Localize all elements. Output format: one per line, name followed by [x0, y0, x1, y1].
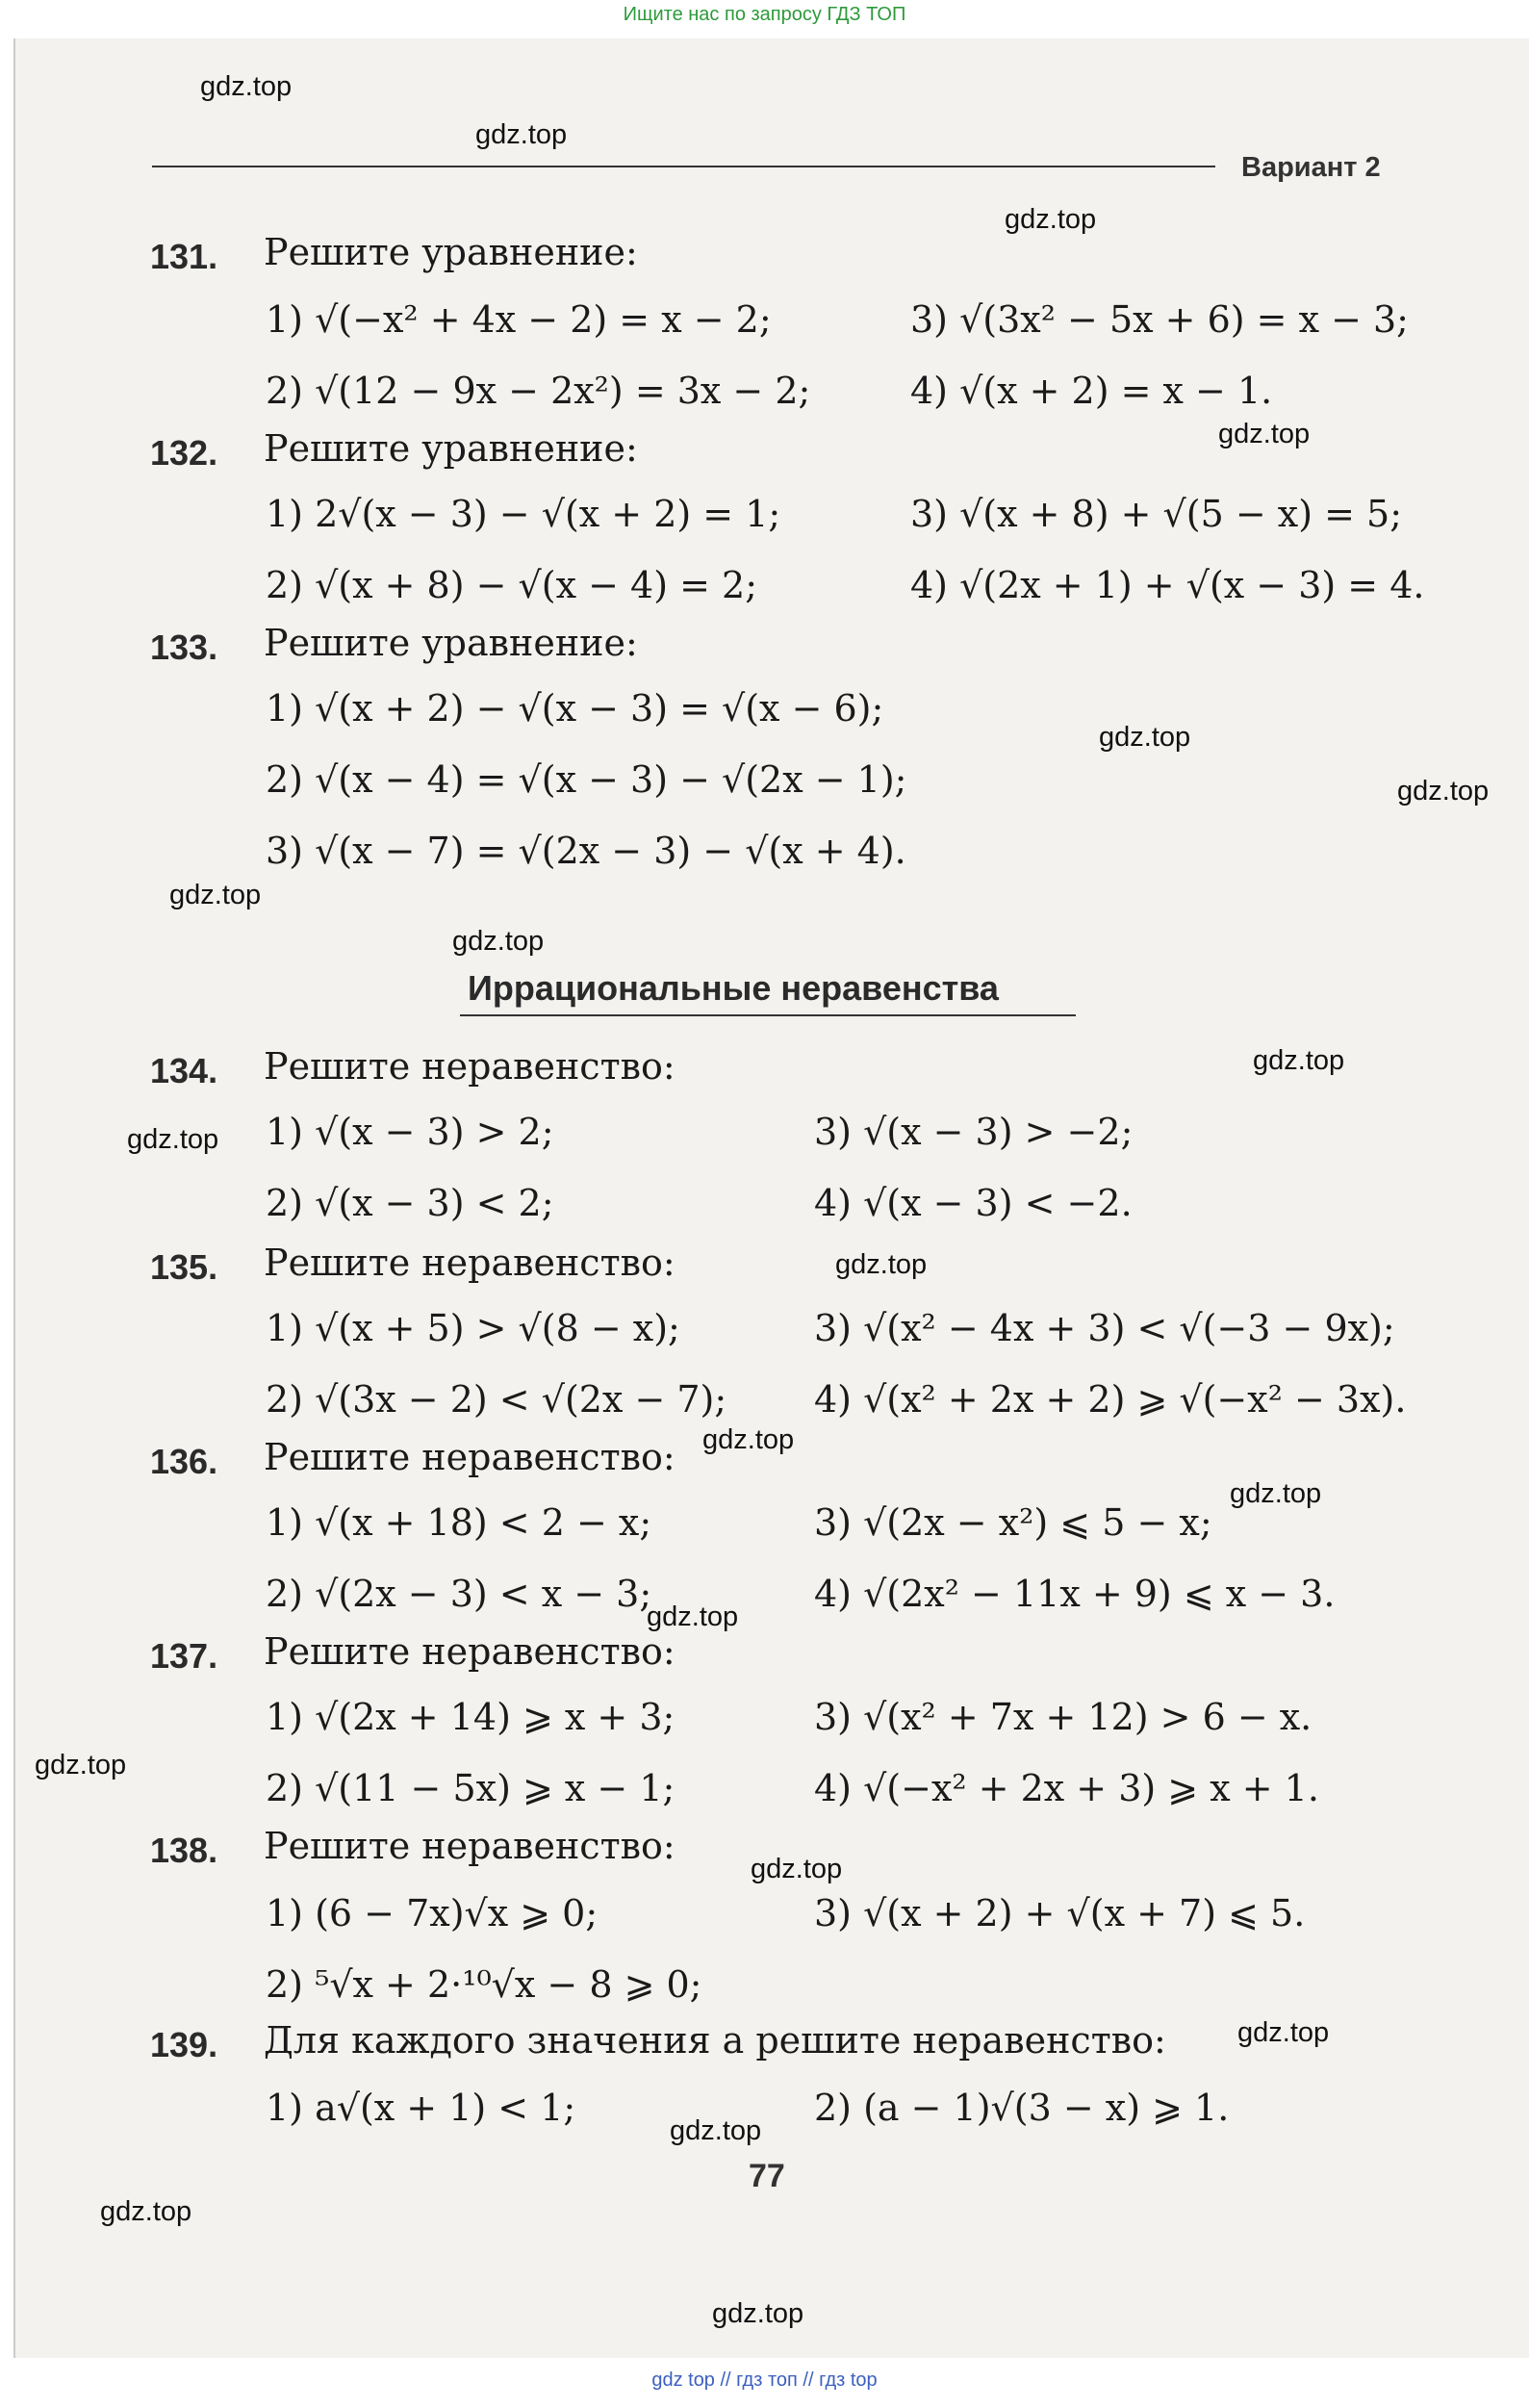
- watermark: gdz.top: [670, 2115, 762, 2146]
- exercise-item: 3) √(3x² − 5x + 6) = x − 3;: [910, 298, 1409, 341]
- variant-label: Вариант 2: [1241, 152, 1381, 183]
- exercise-item: 4) √(x² + 2x + 2) ⩾ √(−x² − 3x).: [814, 1378, 1407, 1421]
- exercise-item: 4) √(2x + 1) + √(x − 3) = 4.: [910, 564, 1425, 606]
- watermark: gdz.top: [1230, 1478, 1322, 1509]
- task-prompt: Решите неравенство:: [264, 1242, 675, 1284]
- watermark: gdz.top: [35, 1750, 127, 1780]
- exercise-item: 1) √(x + 2) − √(x − 3) = √(x − 6);: [266, 687, 884, 730]
- task-prompt: Решите неравенство:: [264, 1045, 675, 1088]
- watermark: gdz.top: [647, 1601, 739, 1632]
- exercise-item: 3) √(x² − 4x + 3) < √(−3 − 9x);: [814, 1307, 1395, 1349]
- watermark: gdz.top: [1099, 722, 1191, 753]
- exercise-item: 3) √(x − 7) = √(2x − 3) − √(x + 4).: [266, 830, 906, 872]
- exercise-item: 3) √(x + 2) + √(x + 7) ⩽ 5.: [814, 1892, 1306, 1934]
- exercise-item: 2) √(12 − 9x − 2x²) = 3x − 2;: [266, 370, 811, 412]
- task-prompt: Решите неравенство:: [264, 1436, 675, 1478]
- task-prompt: Решите неравенство:: [264, 1825, 675, 1867]
- exercise-item: 3) √(x − 3) > −2;: [814, 1111, 1134, 1153]
- exercise-item: 4) √(x + 2) = x − 1.: [910, 370, 1273, 412]
- watermark: gdz.top: [835, 1249, 928, 1280]
- watermark: gdz.top: [127, 1124, 219, 1155]
- exercise-item: 1) √(x − 3) > 2;: [266, 1111, 554, 1153]
- exercise-item: 1) (6 − 7x)√x ⩾ 0;: [266, 1892, 599, 1934]
- exercise-item: 2) √(x + 8) − √(x − 4) = 2;: [266, 564, 757, 606]
- exercise-item: 3) √(2x − x²) ⩽ 5 − x;: [814, 1501, 1212, 1544]
- task-prompt: Решите уравнение:: [264, 231, 638, 273]
- exercise-item: 4) √(2x² − 11x + 9) ⩽ x − 3.: [814, 1573, 1336, 1615]
- section-underline: [460, 1014, 1076, 1016]
- watermark: gdz.top: [475, 119, 568, 150]
- task-number: 133.: [150, 628, 218, 667]
- exercise-item: 4) √(x − 3) < −2.: [814, 1182, 1133, 1224]
- exercise-item: 3) √(x² + 7x + 12) > 6 − x.: [814, 1696, 1312, 1738]
- exercise-item: 4) √(−x² + 2x + 3) ⩾ x + 1.: [814, 1767, 1319, 1809]
- exercise-item: 2) (a − 1)√(3 − x) ⩾ 1.: [814, 2087, 1230, 2129]
- watermark: gdz.top: [100, 2196, 192, 2227]
- task-number: 132.: [150, 433, 218, 473]
- exercise-item: 1) 2√(x − 3) − √(x + 2) = 1;: [266, 493, 781, 535]
- task-number: 138.: [150, 1831, 218, 1870]
- section-title: Иррациональные неравенства: [468, 968, 999, 1008]
- watermark: gdz.top: [751, 1854, 843, 1884]
- exercise-item: 1) √(−x² + 4x − 2) = x − 2;: [266, 298, 772, 341]
- watermark: gdz.top: [1005, 204, 1097, 235]
- watermark: gdz.top: [169, 880, 262, 910]
- task-number: 134.: [150, 1051, 218, 1090]
- task-prompt: Решите уравнение:: [264, 622, 638, 664]
- exercise-item: 2) √(x − 4) = √(x − 3) − √(2x − 1);: [266, 758, 907, 801]
- header-rule: [152, 166, 1215, 167]
- task-number: 135.: [150, 1247, 218, 1287]
- watermark: gdz.top: [200, 71, 293, 102]
- watermark: gdz.top: [452, 926, 545, 957]
- exercise-item: 1) √(2x + 14) ⩾ x + 3;: [266, 1696, 675, 1738]
- watermark: gdz.top: [1218, 419, 1311, 449]
- exercise-item: 2) √(3x − 2) < √(2x − 7);: [266, 1378, 727, 1421]
- watermark: gdz.top: [1237, 2017, 1330, 2048]
- watermark: gdz.top: [1253, 1045, 1345, 1076]
- exercise-item: 2) √(11 − 5x) ⩾ x − 1;: [266, 1767, 675, 1809]
- watermark: gdz.top: [712, 2298, 804, 2329]
- exercise-item: 2) √(x − 3) < 2;: [266, 1182, 554, 1224]
- exercise-item: 2) √(2x − 3) < x − 3;: [266, 1573, 652, 1615]
- watermark: gdz.top: [1397, 776, 1490, 807]
- exercise-item: 1) √(x + 5) > √(8 − x);: [266, 1307, 680, 1349]
- watermark: gdz.top: [702, 1424, 795, 1455]
- task-prompt: Решите уравнение:: [264, 427, 638, 470]
- page-number: 77: [749, 2158, 785, 2194]
- task-number: 131.: [150, 237, 218, 276]
- task-number: 139.: [150, 2025, 218, 2064]
- exercise-item: 1) a√(x + 1) < 1;: [266, 2087, 576, 2129]
- task-number: 137.: [150, 1636, 218, 1676]
- exercise-item: 2) ⁵√x + 2·¹⁰√x − 8 ⩾ 0;: [266, 1963, 702, 2006]
- bottom-banner: gdz top // гдз топ // гдз top: [651, 2370, 878, 2391]
- top-banner: Ищите нас по запросу ГДЗ ТОП: [623, 4, 906, 25]
- task-prompt: Решите неравенство:: [264, 1630, 675, 1673]
- task-prompt: Для каждого значения a решите неравенство:: [264, 2019, 1166, 2062]
- exercise-item: 1) √(x + 18) < 2 − x;: [266, 1501, 652, 1544]
- task-number: 136.: [150, 1442, 218, 1481]
- exercise-item: 3) √(x + 8) + √(5 − x) = 5;: [910, 493, 1402, 535]
